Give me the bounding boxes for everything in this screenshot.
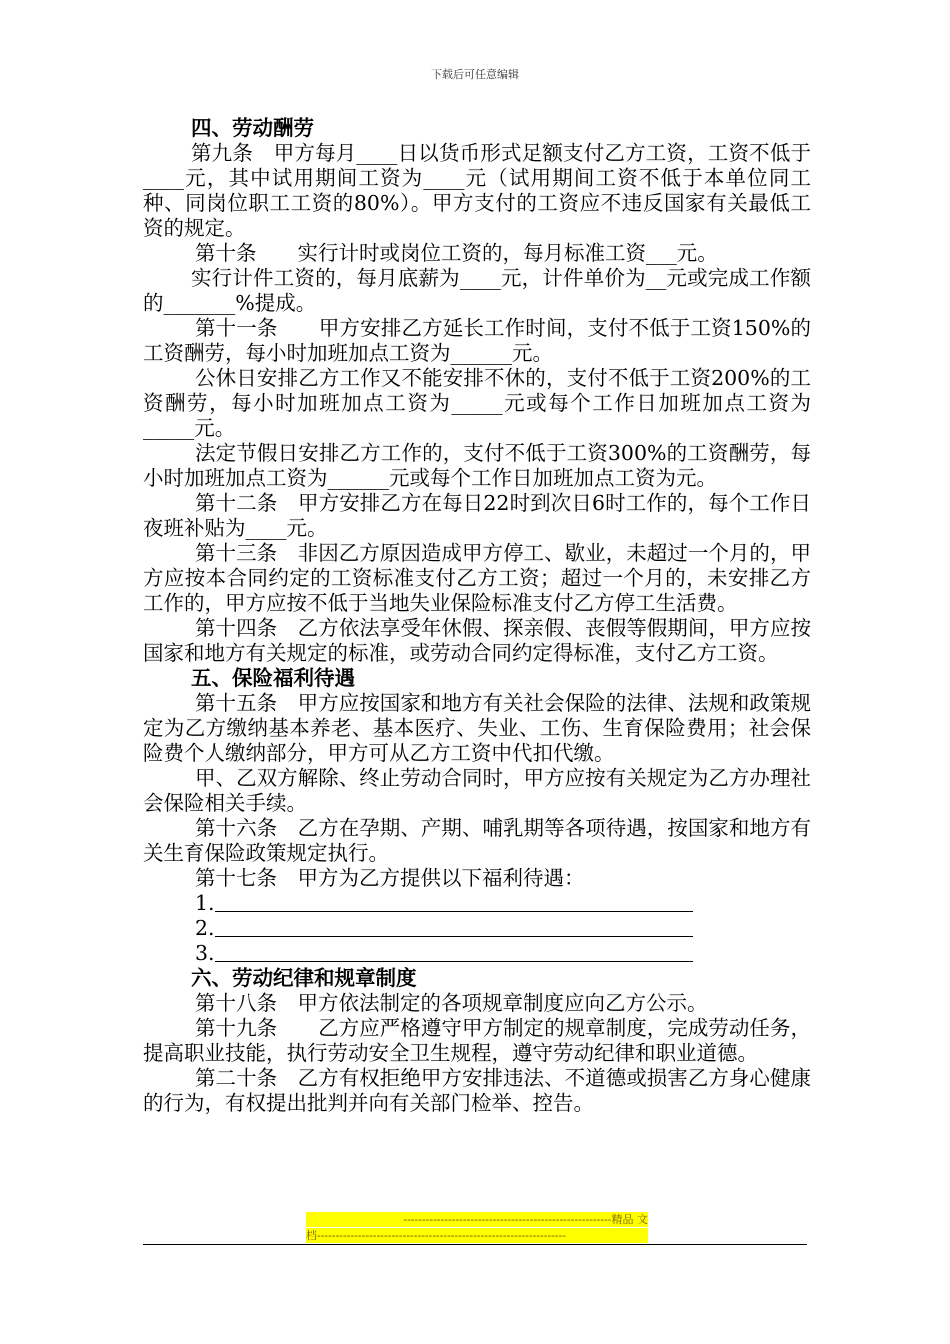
article-9: 第九条 甲方每月____日以货币形式足额支付乙方工资，工资不低于____元，其中试用期间工资为____元（试用期间工资不低于本单位同工种、同岗位职工工资的80%）。甲方支付的工资应不违反国家有关最低工资的规定。 <box>143 141 811 240</box>
contract-body <box>143 116 811 1116</box>
article-15: 第十五条 甲方应按国家和地方有关社会保险的法律、法规和政策规定为乙方缴纳基本养老、基本医疗、失业、工伤、生育保险费用；社会保险费个人缴纳部分，甲方可从乙方工资中代扣代缴。 <box>143 691 811 765</box>
section-title-6: 六、劳动纪律和规章制度 <box>191 966 417 990</box>
article-10-piecework: 实行计件工资的，每月底薪为____元，计件单价为__元或完成工作额的_______%提成。 <box>143 266 811 315</box>
benefit-item-3: 3. <box>143 941 811 966</box>
article-19: 第十九条 乙方应严格遵守甲方制定的规章制度，完成劳动任务，提高职业技能，执行劳动安全卫生规程，遵守劳动纪律和职业道德。 <box>143 1016 811 1065</box>
footer-highlight-line-1: --------------------------------------------------------精品 文 <box>306 1212 648 1227</box>
blank-line <box>215 891 693 912</box>
benefit-item-1: 1. <box>143 891 811 916</box>
page-header: 下载后可任意编辑 <box>431 68 519 81</box>
benefit-item-2: 2. <box>143 916 811 941</box>
article-10: 第十条 实行计时或岗位工资的，每月标准工资___元。 <box>195 241 718 265</box>
article-16: 第十六条 乙方在孕期、产期、哺乳期等各项待遇，按国家和地方有关生育保险政策规定执行。 <box>143 816 811 865</box>
article-12: 第十二条 甲方安排乙方在每日22时到次日6时工作的，每个工作日夜班补贴为____元。 <box>143 491 811 540</box>
blank-line <box>215 916 693 937</box>
article-20: 第二十条 乙方有权拒绝甲方安排违法、不道德或损害乙方身心健康的行为，有权提出批判并向有关部门检举、控告。 <box>143 1066 811 1115</box>
article-11-rest-day: 公休日安排乙方工作又不能安排不休的，支付不低于工资200%的工资酬劳，每小时加班加点工资为_____元或每个工作日加班加点工资为_____元。 <box>143 366 811 440</box>
blank-line <box>215 941 693 962</box>
article-14: 第十四条 乙方依法享受年休假、探亲假、丧假等假期间，甲方应按国家和地方有关规定的标准，或劳动合同约定得标准，支付乙方工资。 <box>143 616 811 665</box>
footer-highlight-line-2: 档------------------------------------------------------------------- <box>306 1228 648 1243</box>
section-title-4: 四、劳动酬劳 <box>191 116 314 140</box>
article-15-termination: 甲、乙双方解除、终止劳动合同时，甲方应按有关规定为乙方办理社会保险相关手续。 <box>143 766 811 815</box>
section-title-5: 五、保险福利待遇 <box>191 666 355 690</box>
article-18: 第十八条 甲方依法制定的各项规章制度应向乙方公示。 <box>195 991 708 1015</box>
article-11: 第十一条 甲方安排乙方延长工作时间，支付不低于工资150%的工资酬劳，每小时加班加点工资为______元。 <box>143 316 811 365</box>
article-17: 第十七条 甲方为乙方提供以下福利待遇： <box>195 866 585 890</box>
footer-rule <box>143 1244 807 1245</box>
article-11-holiday: 法定节假日安排乙方工作的，支付不低于工资300%的工资酬劳，每小时加班加点工资为______元或每个工作日加班加点工资为元。 <box>143 441 811 490</box>
article-13: 第十三条 非因乙方原因造成甲方停工、歇业，未超过一个月的，甲方应按本合同约定的工资标准支付乙方工资；超过一个月的，未安排乙方工作的，甲方应按不低于当地失业保险标准支付乙方停工生活费。 <box>143 541 811 615</box>
